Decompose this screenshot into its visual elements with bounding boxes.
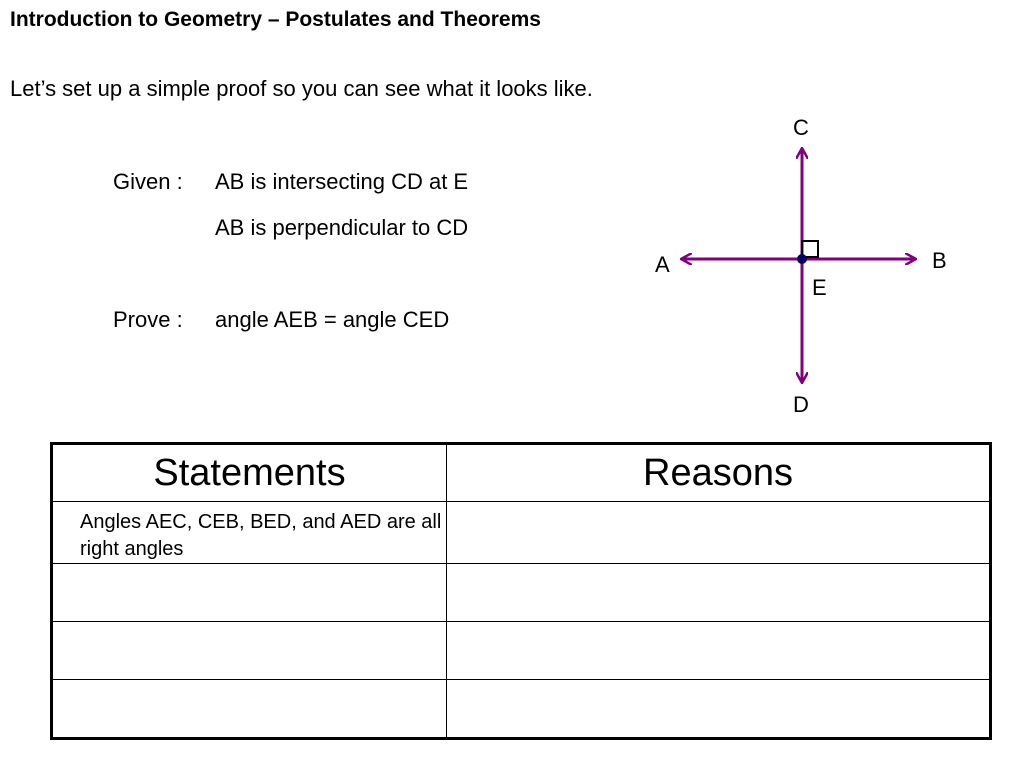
statement-text (53, 680, 446, 687)
reason-cell (447, 622, 991, 680)
right-angle-marker (802, 241, 818, 257)
given-statement-1: AB is intersecting CD at E (215, 169, 469, 194)
table-row (52, 680, 991, 739)
point-label-e: E (812, 275, 827, 300)
reason-cell (447, 502, 991, 564)
prove-label: Prove : (113, 307, 183, 332)
given-label: Given : (113, 169, 183, 194)
statement-text: Angles AEC, CEB, BED, and AED are all right angles (80, 511, 442, 560)
statement-cell (52, 622, 447, 680)
point-label-d: D (793, 392, 809, 417)
point-e-dot (797, 254, 807, 264)
intro-text: Let’s set up a simple proof so you can see what it looks like. (10, 76, 593, 101)
proof-table (50, 442, 992, 740)
statement-cell (52, 680, 447, 739)
statement-text (53, 564, 446, 571)
statements-header: Statements (52, 444, 447, 502)
perpendicular-lines-diagram (640, 108, 960, 428)
reason-text (447, 564, 989, 571)
slide-title: Introduction to Geometry – Postulates and Theorems (10, 8, 541, 31)
reason-text (447, 680, 989, 687)
table-row (52, 622, 991, 680)
point-label-a: A (655, 252, 670, 277)
prove-statement: angle AEB = angle CED (215, 307, 450, 332)
proof-table-header-row (52, 444, 991, 502)
reason-cell (447, 564, 991, 622)
point-label-c: C (793, 115, 809, 140)
reason-text (447, 622, 989, 629)
statement-cell (52, 564, 447, 622)
point-label-b: B (932, 248, 947, 273)
reasons-header: Reasons (447, 444, 991, 502)
table-row (52, 502, 991, 564)
reason-text (447, 502, 989, 509)
given-statement-2: AB is perpendicular to CD (215, 215, 469, 240)
reason-cell (447, 680, 991, 739)
statement-text (53, 622, 446, 629)
statement-cell (52, 502, 447, 564)
table-row (52, 564, 991, 622)
